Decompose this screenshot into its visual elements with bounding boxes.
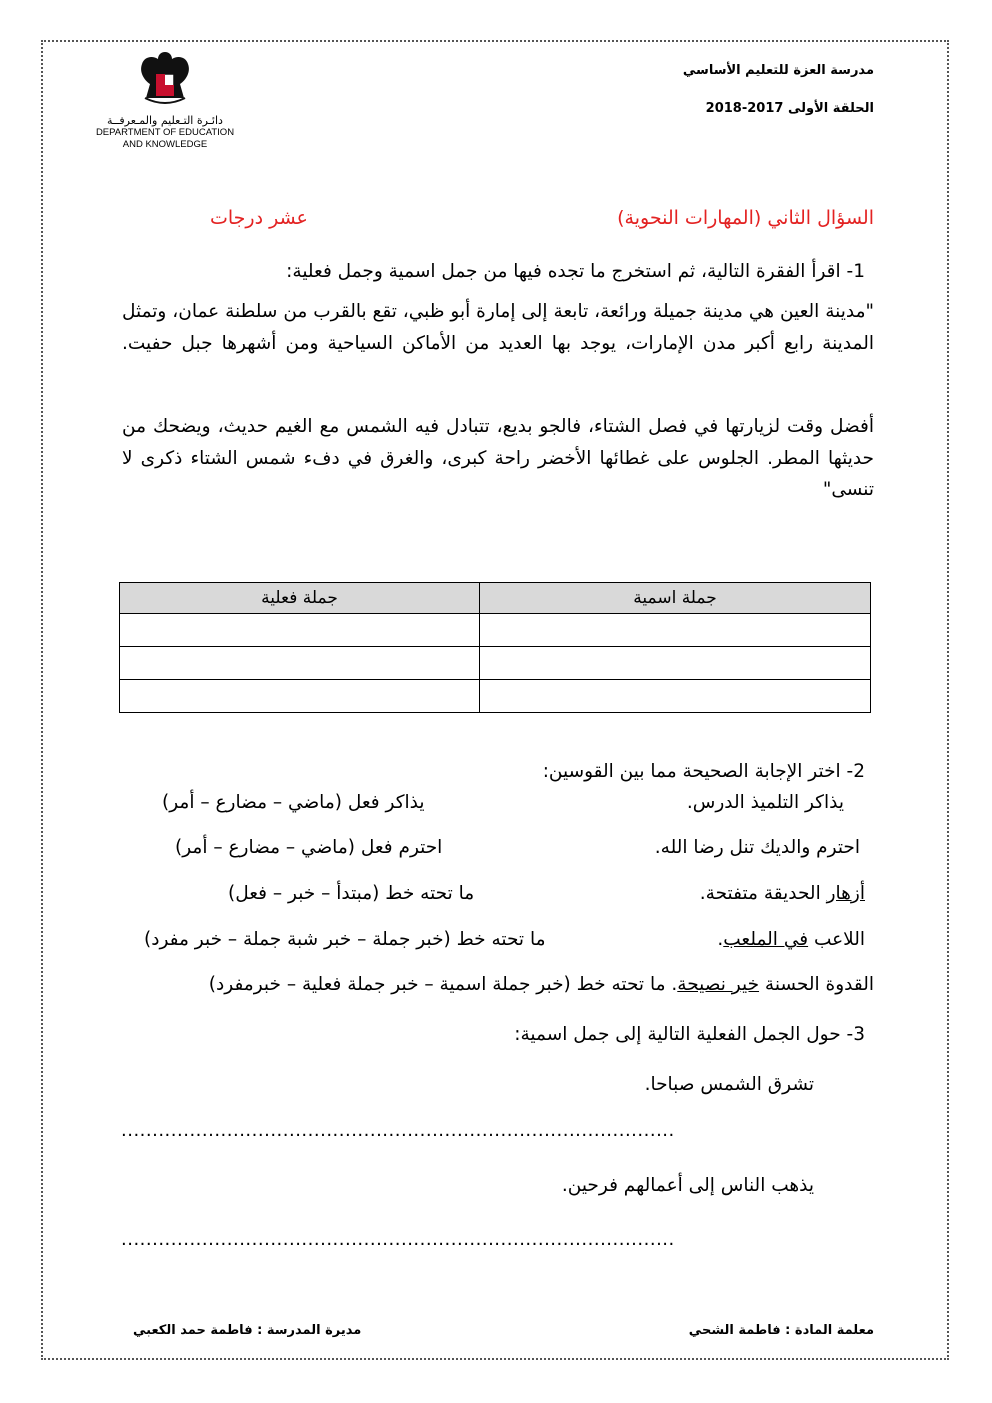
col-nominal-header: جملة اسمية — [480, 583, 871, 614]
question-title: السؤال الثاني (المهارات النحوية) — [617, 207, 874, 229]
logo-english-line-2: AND KNOWLEDGE — [122, 139, 208, 150]
answer-cell[interactable] — [480, 614, 871, 647]
answer-cell[interactable] — [120, 647, 480, 680]
answer-cell[interactable] — [480, 680, 871, 713]
school-cycle: الحلقة الأولى 2017-2018 — [705, 101, 874, 116]
q2-item-1-sentence: يذاكر التلميذ الدرس. — [686, 792, 844, 813]
q2-item-1-prompt: يذاكر فعل (ماضي – مضارع – أمر) — [162, 792, 425, 813]
q3-sentence-1: تشرق الشمس صباحا. — [644, 1074, 814, 1095]
answer-cell[interactable] — [120, 680, 480, 713]
q3-sentence-2: يذهب الناس إلى أعمالهم فرحين. — [561, 1175, 814, 1196]
school-name: مدرسة العزة للتعليم الأساسي — [682, 63, 874, 78]
question-marks: عشر درجات — [210, 207, 308, 229]
department-logo — [95, 48, 235, 158]
underlined-phrase: خير نصيحة — [677, 974, 760, 995]
answer-line-1[interactable]: ......................................................................................... — [121, 1120, 675, 1141]
sentence-table — [119, 582, 871, 713]
answer-cell[interactable] — [480, 647, 871, 680]
q1-paragraph-2: أفضل وقت لزيارتها في فصل الشتاء، فالجو بديع، تتبادل فيه الشمس مع الغيم حديث، ويضحك من حديثها المطر. الجلوس على غطائها الأخضر راحة كبرى، والغرق في دفء شمس الشتاء ذكرى لا تنسى" — [122, 416, 874, 500]
underlined-word: أزهار — [826, 883, 865, 904]
answer-cell[interactable] — [120, 614, 480, 647]
q3-instruction: 3- حول الجمل الفعلية التالية إلى جمل اسمية: — [514, 1024, 865, 1045]
teacher-name: معلمة المادة : فاطمة الشحي — [688, 1323, 874, 1338]
col-verbal-header: جملة فعلية — [120, 583, 480, 614]
q2-item-2-prompt: احترم فعل (ماضي – مضارع – أمر) — [175, 837, 443, 858]
answer-line-2[interactable]: ......................................................................................... — [121, 1229, 675, 1250]
q2-item-3-sentence: أزهار الحديقة متفتحة. — [699, 883, 865, 904]
q2-item-4-sentence: اللاعب في الملعب. — [717, 929, 865, 950]
falcon-emblem-icon — [95, 48, 235, 110]
q2-item-2-sentence: احترم والديك تنل رضا الله. — [654, 837, 860, 858]
logo-arabic-text: دائـرة التـعليم والمـعرفــة — [107, 114, 223, 127]
q2-item-5-sentence: القدوة الحسنة خير نصيحة. ما تحته خط (خبر جملة اسمية – خبر جملة فعلية – خبرمفرد) — [208, 974, 874, 995]
q1-instruction: 1- اقرأ الفقرة التالية، ثم استخرج ما تجده فيها من جمل اسمية وجمل فعلية: — [286, 261, 865, 282]
q2-instruction: 2- اختر الإجابة الصحيحة مما بين القوسين: — [542, 761, 865, 782]
underlined-phrase: في الملعب — [723, 929, 809, 950]
q1-paragraph-1: "مدينة العين هي مدينة جميلة ورائعة، تابعة إلى إمارة أبو ظبي، تقع بالقرب من سلطنة عمان، وتمثل المدينة رابع أكبر مدن الإمارات، يوجد بها العديد من الأماكن السياحية ومن أشهرها جبل حفيت. — [122, 301, 874, 354]
logo-english-line-1: DEPARTMENT OF EDUCATION — [95, 127, 235, 138]
q2-item-3-prompt: ما تحته خط (مبتدأ – خبر – فعل) — [228, 883, 475, 904]
principal-name: مديرة المدرسة : فاطمة حمد الكعبي — [133, 1323, 362, 1338]
q2-item-4-prompt: ما تحته خط (خبر جملة – خبر شبة جملة – خبر مفرد) — [144, 929, 546, 950]
